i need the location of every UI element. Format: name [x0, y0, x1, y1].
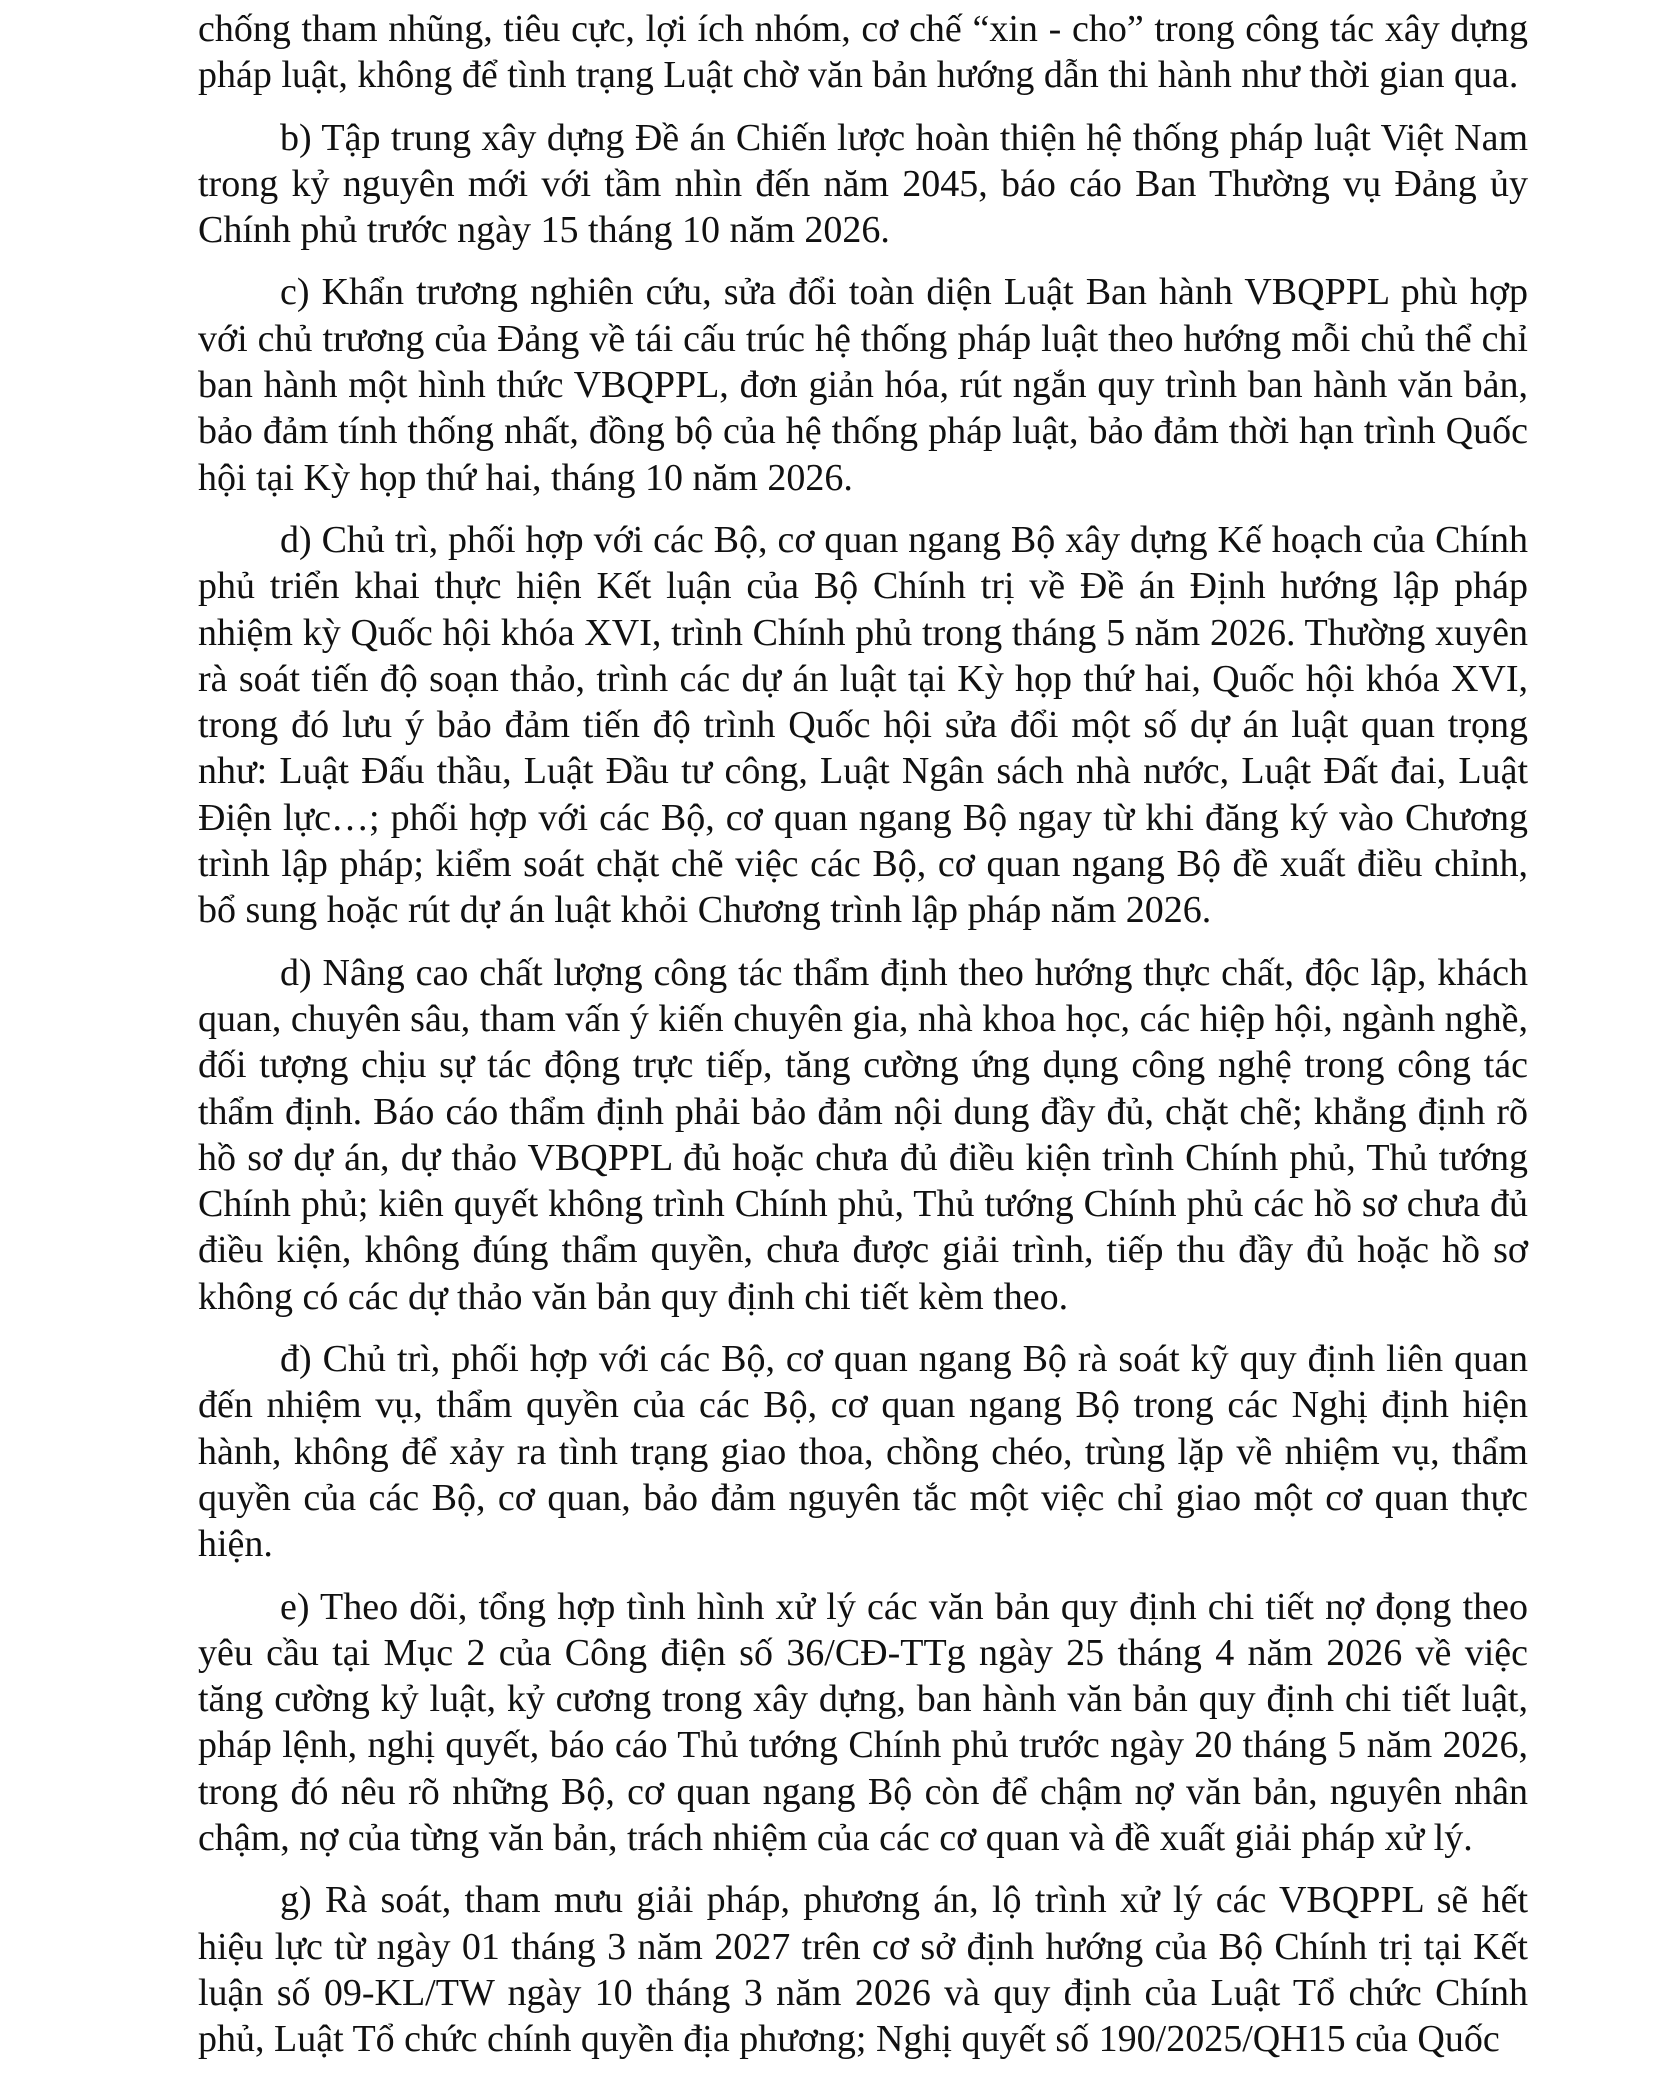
paragraph-continuation: chống tham nhũng, tiêu cực, lợi ích nhóm, cơ chế “xin - cho” trong công tác xây dựng pháp luật, không để tình trạng Luật chờ văn bản hướng dẫn thi hành như thời gian qua.: [198, 8, 1528, 97]
paragraph-d-first: d) Chủ trì, phối hợp với các Bộ, cơ quan ngang Bộ xây dựng Kế hoạch của Chính phủ triển khai thực hiện Kết luận của Bộ Chính trị về Đề án Định hướng lập pháp nhiệm kỳ Quốc hội khóa XVI, trình Chính phủ trong tháng 5 năm 2026. Thường xuyên rà soát tiến độ soạn thảo, trình các dự án luật tại Kỳ họp thứ hai, Quốc hội khóa XVI, trong đó lưu ý bảo đảm tiến độ trình Quốc hội sửa đổi một số dự án luật quan trọng như: Luật Đấu thầu, Luật Đầu tư công, Luật Ngân sách nhà nước, Luật Đất đai, Luật Điện lực…; phối hợp với các Bộ, cơ quan ngang Bộ ngay từ khi đăng ký vào Chương trình lập pháp; kiểm soát chặt chẽ việc các Bộ, cơ quan ngang Bộ đề xuất điều chỉnh, bổ sung hoặc rút dự án luật khỏi Chương trình lập pháp năm 2026.: [198, 518, 1528, 932]
paragraph-dd: đ) Chủ trì, phối hợp với các Bộ, cơ quan ngang Bộ rà soát kỹ quy định liên quan đến nhiệm vụ, thẩm quyền của các Bộ, cơ quan ngang Bộ trong các Nghị định hiện hành, không để xảy ra tình trạng giao thoa, chồng chéo, trùng lặp về nhiệm vụ, thẩm quyền của các Bộ, cơ quan, bảo đảm nguyên tắc một việc chỉ giao một cơ quan thực hiện.: [198, 1338, 1528, 1566]
paragraph-b: b) Tập trung xây dựng Đề án Chiến lược hoàn thiện hệ thống pháp luật Việt Nam trong kỷ nguyên mới với tầm nhìn đến năm 2045, báo cáo Ban Thường vụ Đảng ủy Chính phủ trước ngày 15 tháng 10 năm 2026.: [198, 116, 1528, 252]
paragraph-c: c) Khẩn trương nghiên cứu, sửa đổi toàn diện Luật Ban hành VBQPPL phù hợp với chủ trương của Đảng về tái cấu trúc hệ thống pháp luật theo hướng mỗi chủ thể chỉ ban hành một hình thức VBQPPL, đơn giản hóa, rút ngắn quy trình ban hành văn bản, bảo đảm tính thống nhất, đồng bộ của hệ thống pháp luật, bảo đảm thời hạn trình Quốc hội tại Kỳ họp thứ hai, tháng 10 năm 2026.: [198, 271, 1528, 499]
document-page: [198, 6, 1528, 2078]
paragraph-g: g) Rà soát, tham mưu giải pháp, phương án, lộ trình xử lý các VBQPPL sẽ hết hiệu lực từ ngày 01 tháng 3 năm 2027 trên cơ sở định hướng của Bộ Chính trị tại Kết luận số 09-KL/TW ngày 10 tháng 3 năm 2026 và quy định của Luật Tổ chức Chính phủ, Luật Tổ chức chính quyền địa phương; Nghị quyết số 190/2025/QH15 của Quốc: [198, 1879, 1528, 2061]
paragraph-d-second: d) Nâng cao chất lượng công tác thẩm định theo hướng thực chất, độc lập, khách quan, chuyên sâu, tham vấn ý kiến chuyên gia, nhà khoa học, các hiệp hội, ngành nghề, đối tượng chịu sự tác động trực tiếp, tăng cường ứng dụng công nghệ trong công tác thẩm định. Báo cáo thẩm định phải bảo đảm nội dung đầy đủ, chặt chẽ; khẳng định rõ hồ sơ dự án, dự thảo VBQPPL đủ hoặc chưa đủ điều kiện trình Chính phủ, Thủ tướng Chính phủ; kiên quyết không trình Chính phủ, Thủ tướng Chính phủ các hồ sơ chưa đủ điều kiện, không đúng thẩm quyền, chưa được giải trình, tiếp thu đầy đủ hoặc hồ sơ không có các dự thảo văn bản quy định chi tiết kèm theo.: [198, 951, 1528, 1318]
paragraph-e: e) Theo dõi, tổng hợp tình hình xử lý các văn bản quy định chi tiết nợ đọng theo yêu cầu tại Mục 2 của Công điện số 36/CĐ-TTg ngày 25 tháng 4 năm 2026 về việc tăng cường kỷ luật, kỷ cương trong xây dựng, ban hành văn bản quy định chi tiết luật, pháp lệnh, nghị quyết, báo cáo Thủ tướng Chính phủ trước ngày 20 tháng 5 năm 2026, trong đó nêu rõ những Bộ, cơ quan ngang Bộ còn để chậm nợ văn bản, nguyên nhân chậm, nợ của từng văn bản, trách nhiệm của các cơ quan và đề xuất giải pháp xử lý.: [198, 1585, 1528, 1859]
